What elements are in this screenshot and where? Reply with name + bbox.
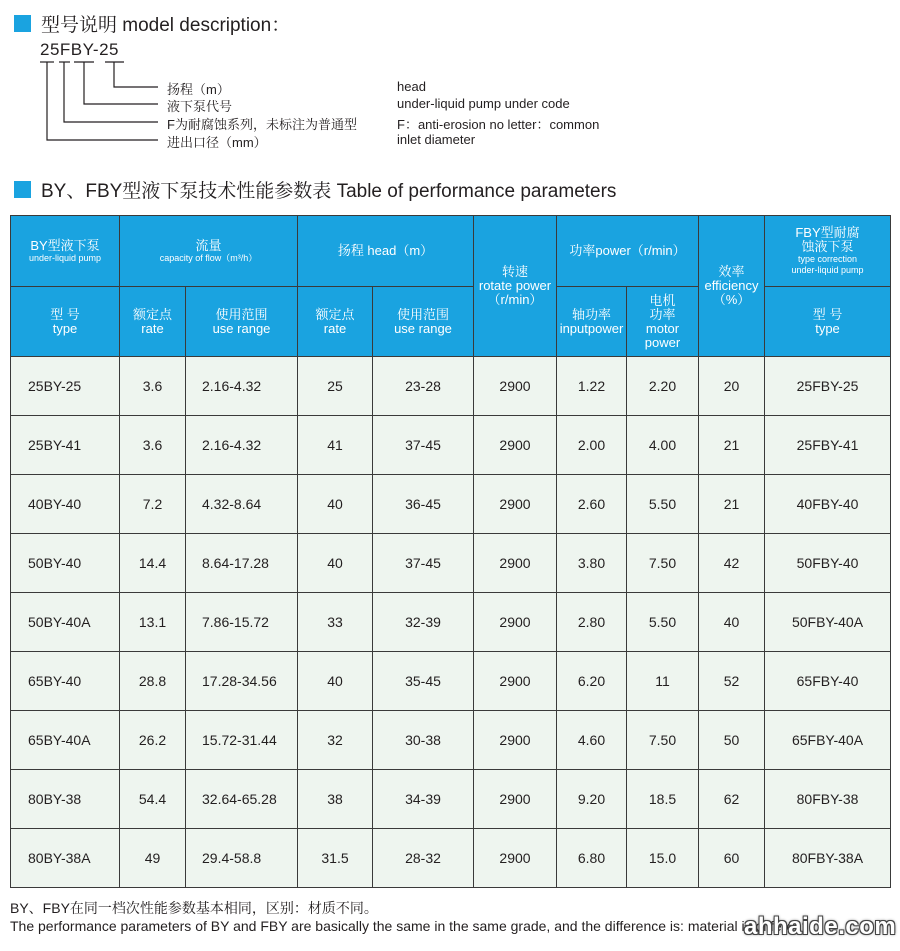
legend-code-cn: 液下泵代号 xyxy=(167,99,233,114)
cell-speed: 2900 xyxy=(474,770,557,829)
header-fby-pump: FBY型耐腐 蚀液下泵 type correction under-liquid pump xyxy=(765,216,891,287)
cell-flow-rate: 54.4 xyxy=(120,770,186,829)
cell-motor-power: 18.5 xyxy=(627,770,699,829)
footnote-cn: BY、FBY在同一档次性能参数基本相同，区别：材质不同。 xyxy=(10,900,378,916)
cell-efficiency: 20 xyxy=(699,357,765,416)
legend-head-cn: 扬程（m） xyxy=(167,82,230,97)
cell-fby-type: 80FBY-38 xyxy=(765,770,891,829)
cell-flow-rate: 28.8 xyxy=(120,652,186,711)
cell-flow-rate: 3.6 xyxy=(120,416,186,475)
table-row xyxy=(11,416,891,475)
legend-head-en: head xyxy=(397,79,426,94)
performance-table-heading xyxy=(14,176,616,203)
cell-head-rate: 41 xyxy=(298,416,373,475)
cell-flow-range: 2.16-4.32 xyxy=(186,416,298,475)
cell-fby-type: 80FBY-38A xyxy=(765,829,891,888)
cell-efficiency: 52 xyxy=(699,652,765,711)
cell-shaft-power: 9.20 xyxy=(557,770,627,829)
cell-flow-rate: 14.4 xyxy=(120,534,186,593)
cell-by-type: 25BY-25 xyxy=(11,357,120,416)
header-head-rate: 额定点 rate xyxy=(298,287,373,357)
header-power: 功率power（r/min） xyxy=(557,216,699,287)
header-type: 型 号 type xyxy=(11,287,120,357)
cell-speed: 2900 xyxy=(474,534,557,593)
cell-flow-rate: 26.2 xyxy=(120,711,186,770)
cell-motor-power: 7.50 xyxy=(627,711,699,770)
cell-fby-type: 25FBY-25 xyxy=(765,357,891,416)
cell-head-range: 30-38 xyxy=(373,711,474,770)
cell-head-range: 37-45 xyxy=(373,416,474,475)
cell-efficiency: 62 xyxy=(699,770,765,829)
heading-square-icon xyxy=(14,181,31,198)
cell-shaft-power: 6.80 xyxy=(557,829,627,888)
cell-speed: 2900 xyxy=(474,475,557,534)
cell-fby-type: 25FBY-41 xyxy=(765,416,891,475)
cell-head-rate: 32 xyxy=(298,711,373,770)
table-row xyxy=(11,652,891,711)
legend-diameter-en: inlet diameter xyxy=(397,132,476,147)
section-title: BY、FBY型液下泵技术性能参数表 Table of performance parameters xyxy=(41,181,617,202)
cell-speed: 2900 xyxy=(474,593,557,652)
cell-shaft-power: 1.22 xyxy=(557,357,627,416)
cell-head-rate: 40 xyxy=(298,652,373,711)
footnote-en: The performance parameters of BY and FBY are basically the same in the same grade, and the difference is: material is different xyxy=(10,918,806,934)
table-row xyxy=(11,770,891,829)
header-shaft-power: 轴功率 inputpower xyxy=(557,287,627,357)
model-code: 25FBY-25 xyxy=(40,40,119,59)
performance-table xyxy=(10,215,891,888)
header-head-range: 使用范围 use range xyxy=(373,287,474,357)
cell-by-type: 65BY-40 xyxy=(11,652,120,711)
cell-flow-range: 15.72-31.44 xyxy=(186,711,298,770)
cell-efficiency: 40 xyxy=(699,593,765,652)
cell-flow-range: 8.64-17.28 xyxy=(186,534,298,593)
legend-code-en: under-liquid pump under code xyxy=(397,96,570,111)
cell-head-range: 35-45 xyxy=(373,652,474,711)
cell-head-range: 32-39 xyxy=(373,593,474,652)
cell-motor-power: 11 xyxy=(627,652,699,711)
cell-flow-range: 17.28-34.56 xyxy=(186,652,298,711)
table-row xyxy=(11,475,891,534)
cell-head-rate: 40 xyxy=(298,475,373,534)
cell-motor-power: 15.0 xyxy=(627,829,699,888)
table-row xyxy=(11,711,891,770)
cell-speed: 2900 xyxy=(474,416,557,475)
cell-by-type: 40BY-40 xyxy=(11,475,120,534)
cell-by-type: 25BY-41 xyxy=(11,416,120,475)
cell-flow-rate: 7.2 xyxy=(120,475,186,534)
cell-shaft-power: 6.20 xyxy=(557,652,627,711)
cell-by-type: 50BY-40A xyxy=(11,593,120,652)
table-row xyxy=(11,593,891,652)
table-row xyxy=(11,534,891,593)
legend-series-cn: F为耐腐蚀系列，未标注为普通型 xyxy=(167,117,357,132)
cell-fby-type: 65FBY-40A xyxy=(765,711,891,770)
header-flow-range: 使用范围 use range xyxy=(186,287,298,357)
header-fby-type: 型 号 type xyxy=(765,287,891,357)
cell-speed: 2900 xyxy=(474,711,557,770)
cell-motor-power: 5.50 xyxy=(627,475,699,534)
cell-by-type: 65BY-40A xyxy=(11,711,120,770)
cell-fby-type: 65FBY-40 xyxy=(765,652,891,711)
legend-diameter-cn: 进出口径（mm） xyxy=(167,135,267,150)
cell-shaft-power: 4.60 xyxy=(557,711,627,770)
cell-head-rate: 38 xyxy=(298,770,373,829)
cell-fby-type: 50FBY-40A xyxy=(765,593,891,652)
cell-fby-type: 40FBY-40 xyxy=(765,475,891,534)
cell-by-type: 80BY-38A xyxy=(11,829,120,888)
cell-efficiency: 50 xyxy=(699,711,765,770)
cell-flow-rate: 3.6 xyxy=(120,357,186,416)
cell-head-range: 36-45 xyxy=(373,475,474,534)
cell-motor-power: 7.50 xyxy=(627,534,699,593)
header-by-pump: BY型液下泵 under-liquid pump xyxy=(11,216,120,287)
cell-efficiency: 21 xyxy=(699,475,765,534)
cell-by-type: 50BY-40 xyxy=(11,534,120,593)
legend-series-en: F：anti-erosion no letter：common xyxy=(397,117,600,132)
cell-flow-range: 7.86-15.72 xyxy=(186,593,298,652)
cell-shaft-power: 2.00 xyxy=(557,416,627,475)
cell-head-range: 28-32 xyxy=(373,829,474,888)
cell-flow-range: 32.64-65.28 xyxy=(186,770,298,829)
cell-shaft-power: 3.80 xyxy=(557,534,627,593)
cell-flow-rate: 13.1 xyxy=(120,593,186,652)
cell-speed: 2900 xyxy=(474,652,557,711)
watermark: ahhaide.com xyxy=(744,913,897,940)
header-head: 扬程 head（m） xyxy=(298,216,474,287)
cell-head-rate: 33 xyxy=(298,593,373,652)
cell-shaft-power: 2.80 xyxy=(557,593,627,652)
table-row xyxy=(11,357,891,416)
cell-by-type: 80BY-38 xyxy=(11,770,120,829)
cell-flow-rate: 49 xyxy=(120,829,186,888)
table-row xyxy=(11,829,891,888)
table-body xyxy=(11,357,891,888)
cell-speed: 2900 xyxy=(474,357,557,416)
cell-head-range: 23-28 xyxy=(373,357,474,416)
cell-flow-range: 29.4-58.8 xyxy=(186,829,298,888)
cell-head-rate: 40 xyxy=(298,534,373,593)
cell-flow-range: 4.32-8.64 xyxy=(186,475,298,534)
cell-head-rate: 25 xyxy=(298,357,373,416)
cell-head-range: 34-39 xyxy=(373,770,474,829)
header-flow: 流量 capacity of flow（m³/h） xyxy=(120,216,298,287)
section-title: 型号说明 model description： xyxy=(41,15,291,36)
cell-efficiency: 60 xyxy=(699,829,765,888)
header-speed: 转速 rotate power （r/min） xyxy=(474,216,557,357)
cell-efficiency: 21 xyxy=(699,416,765,475)
header-flow-rate: 额定点 rate xyxy=(120,287,186,357)
cell-efficiency: 42 xyxy=(699,534,765,593)
header-motor-power: 电机 功率 motor power xyxy=(627,287,699,357)
cell-motor-power: 2.20 xyxy=(627,357,699,416)
cell-flow-range: 2.16-4.32 xyxy=(186,357,298,416)
cell-fby-type: 50FBY-40 xyxy=(765,534,891,593)
cell-shaft-power: 2.60 xyxy=(557,475,627,534)
header-efficiency: 效率 efficiency （%） xyxy=(699,216,765,357)
cell-motor-power: 5.50 xyxy=(627,593,699,652)
cell-head-range: 37-45 xyxy=(373,534,474,593)
cell-speed: 2900 xyxy=(474,829,557,888)
cell-head-rate: 31.5 xyxy=(298,829,373,888)
cell-motor-power: 4.00 xyxy=(627,416,699,475)
